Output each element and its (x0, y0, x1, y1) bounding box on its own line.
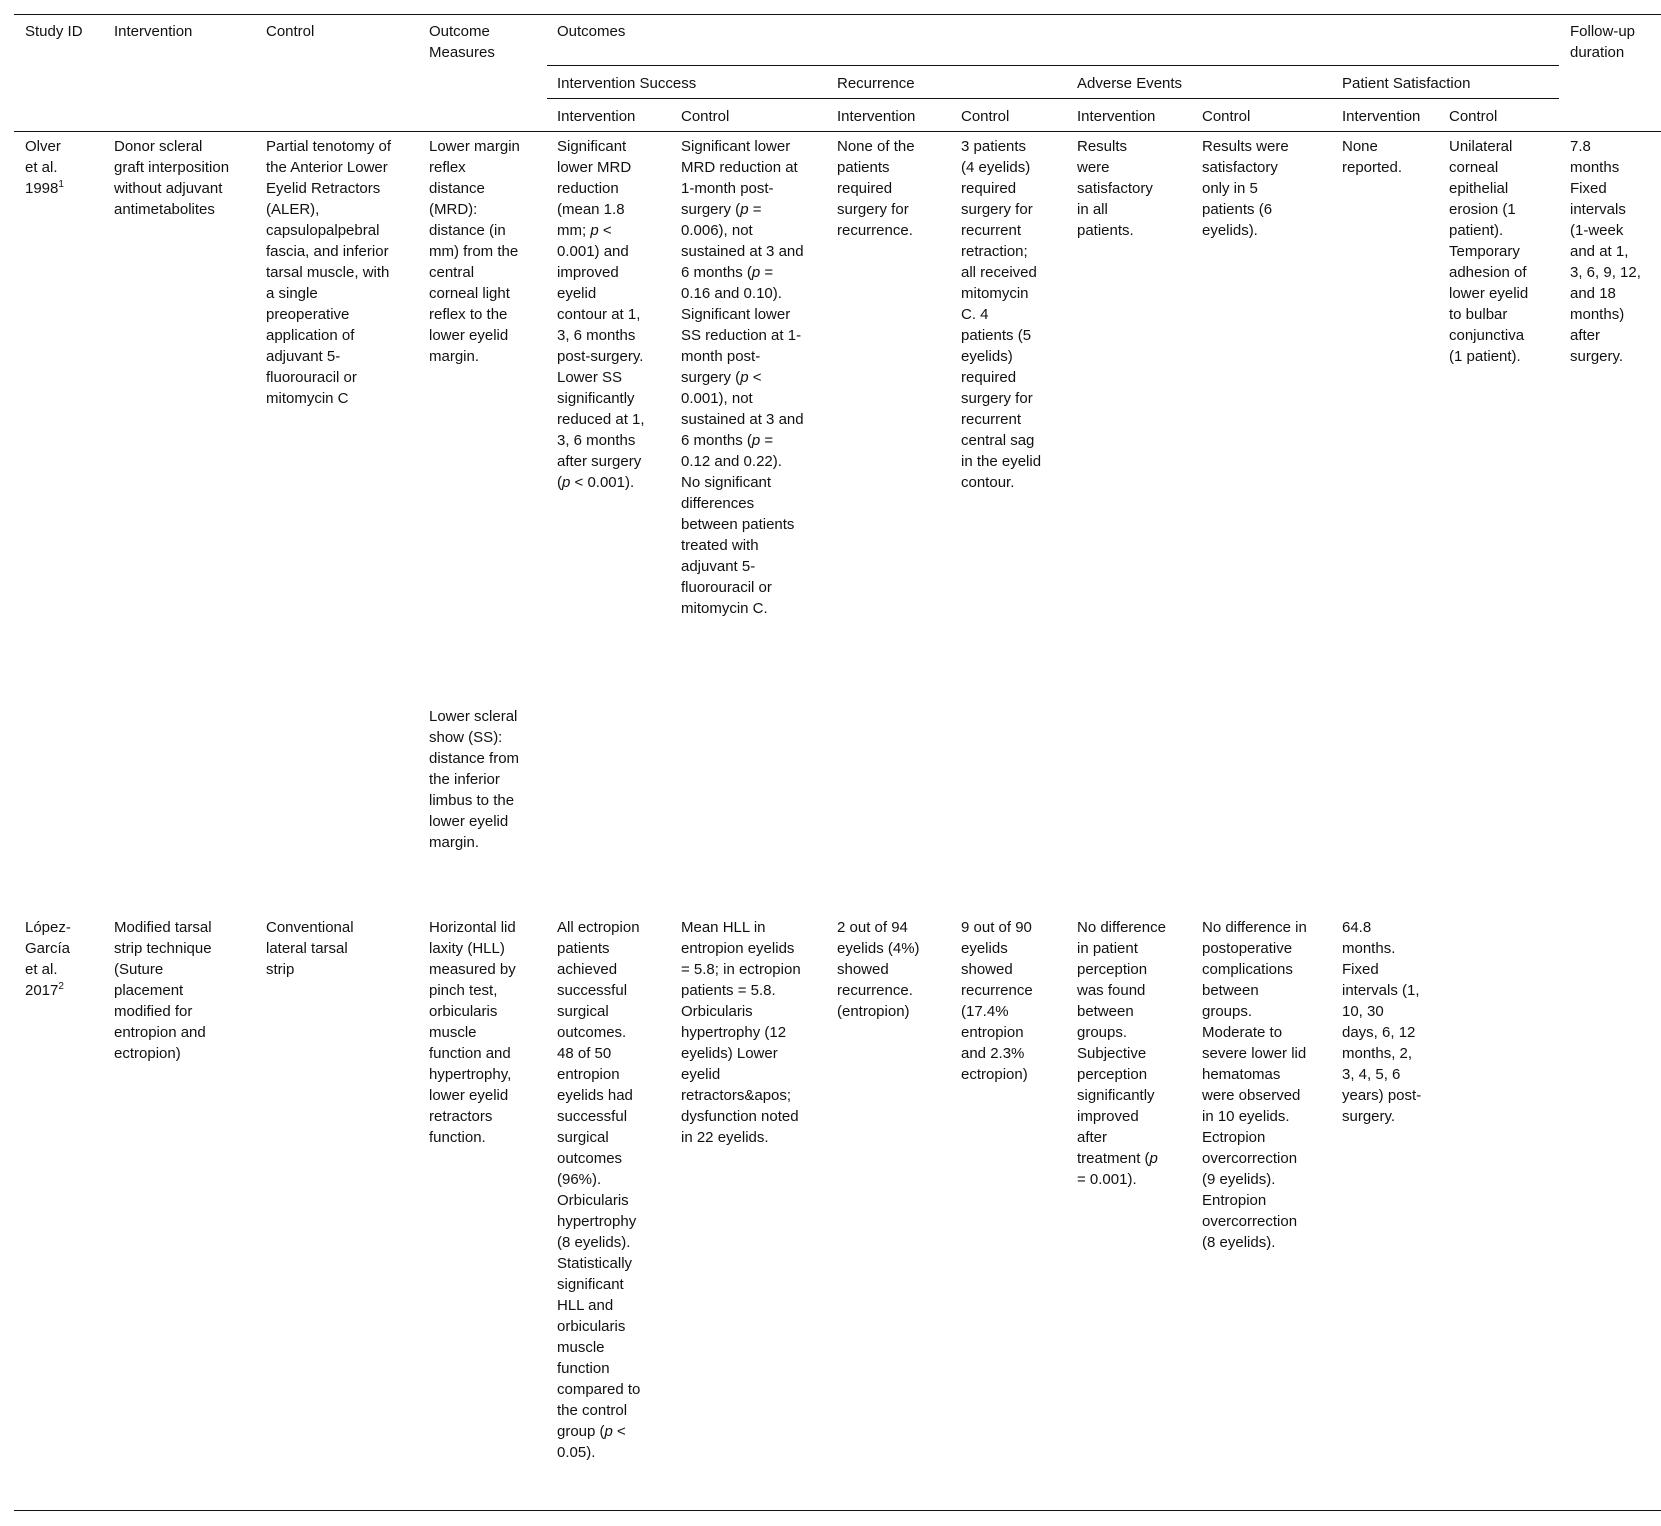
subgroup-rule (547, 98, 1559, 99)
adverse-intervention-cell: No difference in patient perception was found between groups. Subjective perception significantly improved after treatment (p = 0.001). (1077, 919, 1166, 1188)
recurrence-control-cell: 9 out of 90 eyelids showed recurrence (17.4% entropion and 2.3% ectropion) (961, 919, 1033, 1083)
outcome-measure-cell: Horizontal lid laxity (HLL) measured by pinch test, orbicularis muscle function and hypertrophy, lower eyelid retractors function. (429, 919, 516, 1146)
subheader-adverse-control: Control (1202, 108, 1251, 125)
satisfaction-intervention-cell: None reported. (1342, 138, 1403, 176)
table-top-rule (14, 14, 1661, 15)
intervention-cell: Modified tarsal strip technique (Suture placement modified for entropion and ectropion) (114, 919, 212, 1062)
header-group-adverse: Adverse Events (1077, 75, 1183, 92)
outcome-measure-cell: Lower margin reflex distance (MRD): distance (in mm) from the central corneal light reflex to the lower eyelid margin. (429, 138, 520, 365)
success-control-cell: Significant lower MRD reduction at 1-month post-surgery (p = 0.006), not sustained at 3 and 6 months (p = 0.16 and 0.10). Significant lower SS reduction at 1-month post-surgery (p < 0.001), not sustained at 3 and 6 months (p = 0.12 and 0.22). No significant differences between patients treated with adjuvant 5-fluorouracil or mitomycin C. (681, 138, 804, 617)
header-outcome-measures: Outcome Measures (429, 23, 495, 61)
recurrence-intervention-cell: 2 out of 94 eyelids (4%) showed recurrence. (entropion) (837, 919, 920, 1020)
reference-mark: 2 (58, 981, 64, 992)
header-control: Control (266, 23, 315, 40)
header-study-id: Study ID (25, 23, 83, 40)
outcomes-group-rule (547, 65, 1559, 66)
intervention-cell: Donor scleral graft interposition without adjuvant antimetabolites (114, 138, 230, 218)
adverse-control-cell: Results were satisfactory only in 5 patients (6 eyelids). (1202, 138, 1289, 239)
header-outcomes: Outcomes (557, 23, 626, 40)
recurrence-control-cell: 3 patients (4 eyelids) required surgery for recurrent retraction; all received mitomycin C. 4 patients (5 eyelids) required surgery for recurrent central sag in the eyelid contour. (961, 138, 1042, 491)
satisfaction-intervention-cell: 64.8 months. Fixed intervals (1, 10, 30 days, 6, 12 months, 2, 3, 4, 5, 6 years) post-surgery. (1342, 919, 1422, 1125)
reference-mark: 1 (58, 179, 64, 190)
table-bottom-rule (14, 1510, 1661, 1511)
subheader-satisfaction-control: Control (1449, 108, 1498, 125)
study-name: Olver et al. 1998 (25, 138, 61, 197)
header-group-success: Intervention Success (557, 75, 697, 92)
subheader-satisfaction-intervention: Intervention (1342, 108, 1421, 125)
success-intervention-cell: All ectropion patients achieved successful surgical outcomes. 48 of 50 entropion eyelids had successful surgical outcomes (96%). Orbicularis hypertrophy (8 eyelids). Statistically significant HLL and orbicularis muscle function compared to the control group (p < 0.05). (557, 919, 641, 1461)
subheader-adverse-intervention: Intervention (1077, 108, 1156, 125)
study-id-cell (25, 917, 73, 1001)
adverse-control-cell: No difference in postoperative complications between groups. Moderate to severe lower lid hematomas were observed in 10 eyelids. Ectropion overcorrection (9 eyelids). Entropion overcorrection (8 eyelids). (1202, 919, 1307, 1251)
recurrence-intervention-cell: None of the patients required surgery for recurrence. (837, 138, 915, 239)
control-cell: Partial tenotomy of the Anterior Lower Eyelid Retractors (ALER), capsulopalpebral fascia, and inferior tarsal muscle, with a single preoperative application of adjuvant 5-fluorouracil or mitomycin C (266, 138, 392, 407)
header-intervention: Intervention (114, 23, 193, 40)
subheader-success-control: Control (681, 108, 730, 125)
success-control-cell: Mean HLL in entropion eyelids = 5.8; in ectropion patients = 5.8. Orbicularis hypertrophy (12 eyelids) Lower eyelid retractors&apos; dysfunction noted in 22 eyelids. (681, 919, 801, 1146)
follow-up-cell: 7.8 months Fixed intervals (1-week and at 1, 3, 6, 9, 12, and 18 months) after surgery. (1570, 138, 1641, 365)
subheader-recurrence-control: Control (961, 108, 1010, 125)
study-id-cell (25, 136, 73, 199)
satisfaction-control-cell: Unilateral corneal epithelial erosion (1 patient). Temporary adhesion of lower eyelid to bulbar conjunctiva (1 patient). (1449, 138, 1529, 365)
subheader-success-intervention: Intervention (557, 108, 636, 125)
subheader-recurrence-intervention: Intervention (837, 108, 916, 125)
adverse-intervention-cell: Results were satisfactory in all patients. (1077, 138, 1153, 239)
study-name: López-García et al. 2017 (25, 919, 71, 999)
header-bottom-rule (14, 131, 1661, 132)
outcome-measure-cell: Lower scleral show (SS): distance from the inferior limbus to the lower eyelid margin. (429, 708, 520, 851)
header-group-recurrence: Recurrence (837, 75, 915, 92)
header-group-satisfaction: Patient Satisfaction (1342, 75, 1471, 92)
header-follow-up: Follow-up duration (1570, 23, 1636, 61)
control-cell: Conventional lateral tarsal strip (266, 919, 354, 978)
success-intervention-cell: Significant lower MRD reduction (mean 1.8 mm; p < 0.001) and improved eyelid contour at 1, 3, 6 months post-surgery. Lower SS significantly reduced at 1, 3, 6 months after surgery (p < 0.001). (557, 138, 645, 491)
